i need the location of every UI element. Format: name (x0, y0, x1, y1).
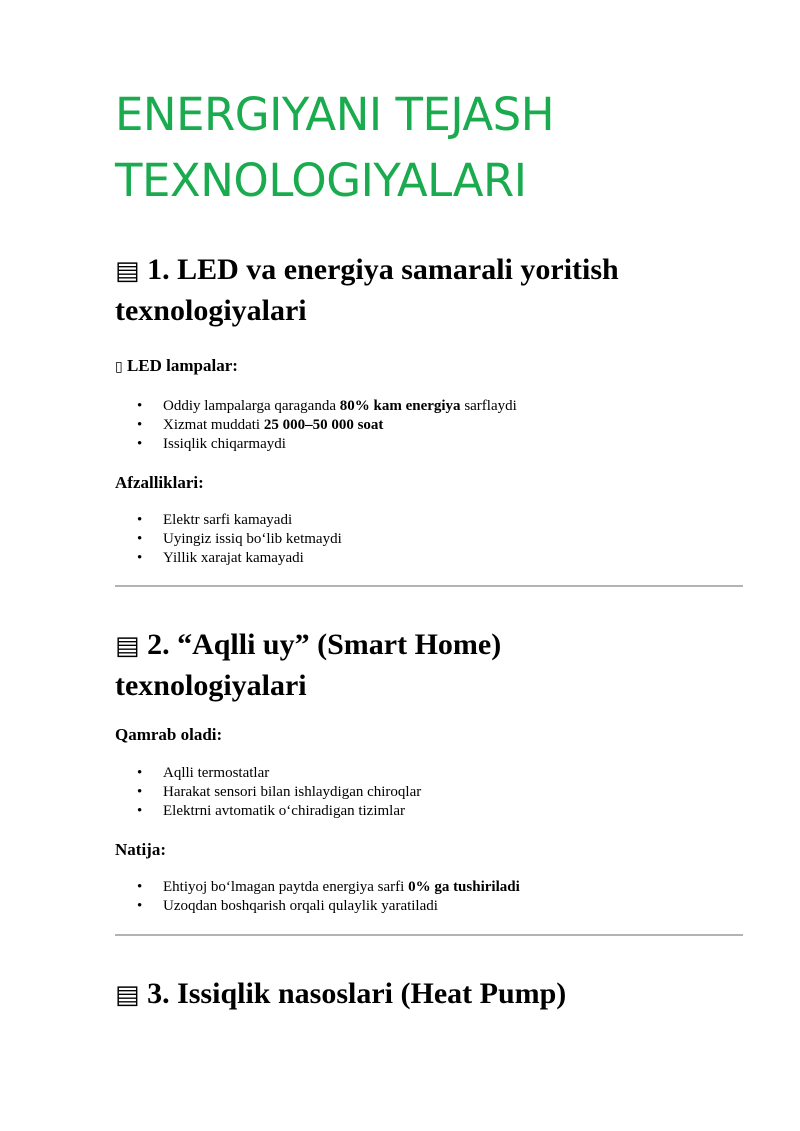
section-heat-pump (115, 974, 743, 1015)
document-list-icon: ▤ (115, 980, 140, 1010)
missing-glyph-icon: ▯ (115, 359, 123, 375)
document-page (115, 0, 743, 1015)
section-divider (115, 585, 743, 587)
covers-list (115, 764, 743, 821)
led-lamps-label-text: LED lampalar: (126, 356, 238, 375)
list-item: • Xizmat muddati 25 000–50 000 soat (163, 416, 743, 435)
list-item: • Harakat sensori bilan ishlaydigan chiroqlar (163, 783, 743, 802)
list-item: • Issiqlik chiqarmaydi (163, 435, 743, 454)
document-list-icon: ▤ (115, 256, 140, 286)
list-item: • Elektr sarfi kamayadi (163, 511, 743, 530)
section-divider (115, 934, 743, 936)
list-item: • Ehtiyoj bo‘lmagan paytda energiya sarfi 0% ga tushiriladi (163, 878, 743, 897)
advantages-list (115, 511, 743, 568)
title-line-1: ENERGIYANI TEJASH (115, 88, 555, 141)
section-1-heading-line-2: texnologiyalari (115, 294, 307, 327)
led-lamps-list (115, 397, 743, 454)
advantages-label: Afzalliklari: (115, 473, 204, 492)
list-item: • Uyingiz issiq bo‘lib ketmaydi (163, 530, 743, 549)
section-led-lighting (115, 250, 743, 568)
list-item: • Aqlli termostatlar (163, 764, 743, 783)
section-1-heading (115, 250, 743, 331)
title-line-2: TEXNOLOGIYALARI (115, 154, 527, 207)
section-smart-home (115, 625, 743, 916)
result-label: Natija: (115, 840, 166, 859)
covers-label: Qamrab oladi: (115, 725, 223, 744)
led-lamps-label (115, 355, 743, 378)
section-3-heading (115, 974, 743, 1015)
list-item: • Yillik xarajat kamayadi (163, 549, 743, 568)
section-1-heading-line-1: 1. LED va energiya samarali yoritish (147, 253, 619, 286)
document-title (115, 0, 743, 214)
list-item: • Elektrni avtomatik o‘chiradigan tizimlar (163, 802, 743, 821)
section-2-heading-line-1: 2. “Aqlli uy” (Smart Home) (147, 628, 502, 661)
list-item: • Oddiy lampalarga qaraganda 80% kam energiya sarflaydi (163, 397, 743, 416)
list-item: • Uzoqdan boshqarish orqali qulaylik yaratiladi (163, 897, 743, 916)
section-3-heading-line-1: 3. Issiqlik nasoslari (Heat Pump) (147, 977, 567, 1010)
document-list-icon: ▤ (115, 631, 140, 661)
result-list (115, 878, 743, 916)
section-2-heading (115, 625, 743, 706)
section-2-heading-line-2: texnologiyalari (115, 669, 307, 702)
